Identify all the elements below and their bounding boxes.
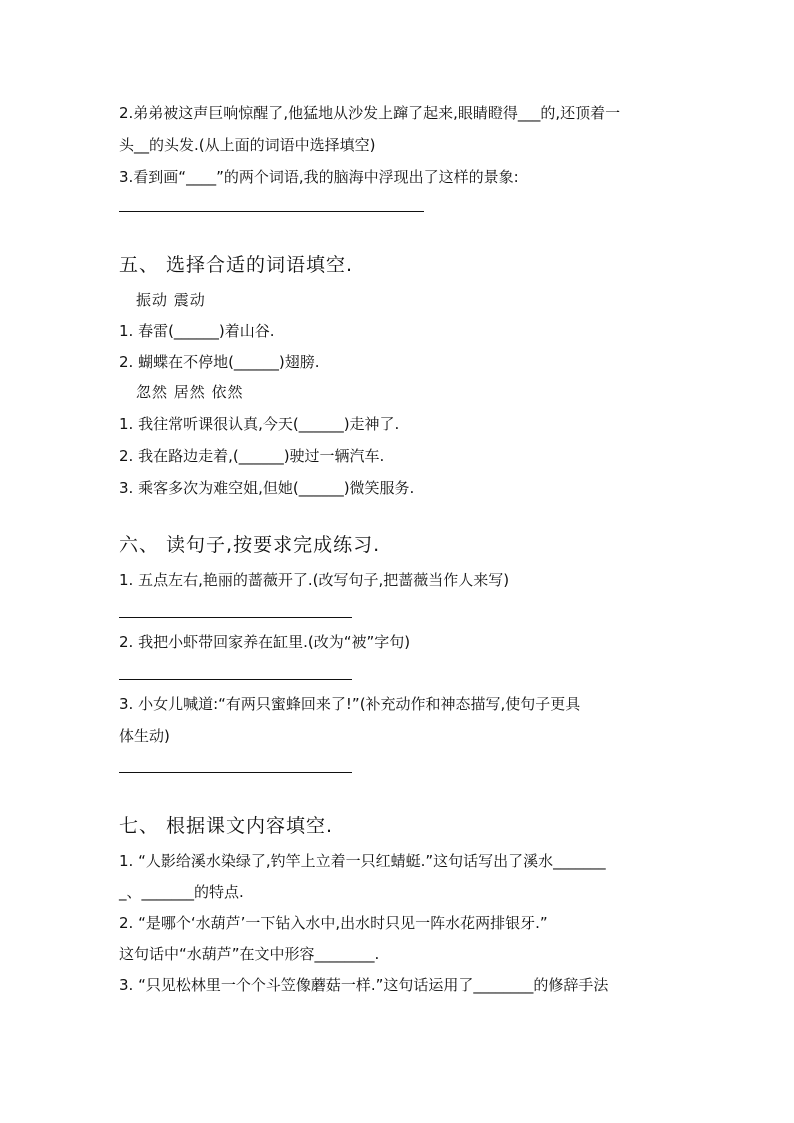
s5-b3: 3. 乘客多次为难空姐,但她(______)微笑服务.: [119, 479, 415, 497]
s5-a2: 2. 蝴蝶在不停地(______)翅膀.: [119, 353, 320, 371]
s7-q1-line1: 1. “人影给溪水染绿了,钓竿上立着一只红蜻蜓.”这句话写出了溪水_______: [119, 852, 606, 870]
s5-word-choices-b: 忽然 居然 依然: [136, 383, 244, 401]
s6-q3-line1: 3. 小女儿喊道:“有两只蜜蜂回来了!”(补充动作和神态描写,使句子更具: [119, 695, 581, 713]
s4-q2-line2: 头__的头发.(从上面的词语中选择填空): [119, 136, 376, 154]
s4-q2-line1: 2.弟弟被这声巨响惊醒了,他猛地从沙发上蹿了起来,眼睛瞪得___的,还顶着一: [119, 104, 621, 122]
s4-q3-answer-line[interactable]: [119, 211, 424, 212]
s6-q1-answer-line[interactable]: [119, 617, 352, 618]
s6-q1: 1. 五点左右,艳丽的蔷薇开了.(改写句子,把蔷薇当作人来写): [119, 571, 510, 589]
s5-a1: 1. 春雷(______)着山谷.: [119, 322, 275, 340]
s7-q2-line2: 这句话中“水葫芦”在文中形容________.: [119, 945, 380, 963]
s7-q1-line2: _、_______的特点.: [119, 883, 244, 901]
s6-q3-answer-line[interactable]: [119, 772, 352, 773]
section6-heading: 六、 读句子,按要求完成练习.: [119, 534, 381, 556]
s5-word-choices-a: 振动 震动: [136, 291, 206, 309]
s5-b2: 2. 我在路边走着,(______)驶过一辆汽车.: [119, 447, 385, 465]
section5-heading: 五、 选择合适的词语填空.: [119, 254, 354, 276]
s6-q2: 2. 我把小虾带回家养在缸里.(改为“被”字句): [119, 633, 411, 651]
s7-q3: 3. “只见松林里一个个斗笠像蘑菇一样.”这句话运用了________的修辞手法: [119, 976, 609, 994]
section7-heading: 七、 根据课文内容填空.: [119, 815, 334, 837]
s7-q2-line1: 2. “是哪个‘水葫芦’一下钻入水中,出水时只见一阵水花两排银牙.”: [119, 914, 548, 932]
s5-b1: 1. 我往常听课很认真,今天(______)走神了.: [119, 415, 400, 433]
s4-q3: 3.看到画“____”的两个词语,我的脑海中浮现出了这样的景象:: [119, 168, 519, 186]
s6-q2-answer-line[interactable]: [119, 679, 352, 680]
s6-q3-line2: 体生动): [119, 727, 170, 745]
